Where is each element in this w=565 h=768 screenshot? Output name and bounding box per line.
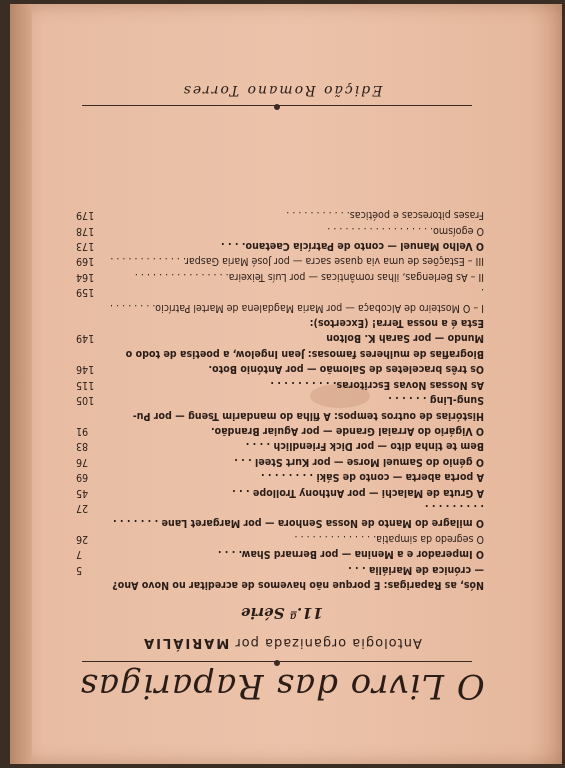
toc-entry xyxy=(76,268,484,283)
toc-entry-title: As Nossas Novas Escritoras. . . . . . . . . . xyxy=(270,378,484,391)
toc-entry-title: O Velho Manuel — conto de Patrícia Caetano. . . . xyxy=(221,240,484,253)
toc-entry xyxy=(76,330,484,361)
toc-entry-page: 76 xyxy=(76,455,89,468)
toc-entry-title: O Imperador e a Menina — por Bernard Shaw. . . . xyxy=(217,548,484,561)
toc-entry-page: 149 xyxy=(76,332,95,345)
toc-entry xyxy=(76,238,484,253)
toc-entry xyxy=(76,453,484,468)
toc-entry-title: O milagre do Manto de Nossa Senhora — por Margaret Lane . . . . . . . . . . . . . . . . xyxy=(112,501,484,530)
toc-entry-page: 178 xyxy=(76,224,95,237)
toc-entry-title: Esta é a nossa Terra! (Excertos): xyxy=(309,317,484,330)
toc-entry-title: Histórias de outros tempos: A filha do mandarim Tseng — por Pu-Sung-Ling . . . . . . xyxy=(132,394,484,422)
toc-entry-title: Os três braceletes de Salomão — por António Boto. xyxy=(208,363,484,376)
toc-entry-page: 105 xyxy=(76,394,95,407)
toc-entry-page: 5 xyxy=(76,563,83,576)
toc-entry-page: 164 xyxy=(76,270,95,283)
toc-entry-page: 115 xyxy=(76,378,95,391)
toc-entry-title: I – O Mosteiro de Alcobaça — por Maria Magdalena de Martel Patrício. . . . . . . . . xyxy=(110,286,484,314)
table-of-contents xyxy=(76,207,484,592)
ornamental-rule-top xyxy=(82,659,472,662)
anthology-subtitle xyxy=(82,635,482,650)
toc-entry xyxy=(76,284,484,315)
rule-ornament-icon xyxy=(274,104,280,110)
toc-entry-page: 169 xyxy=(76,255,95,268)
toc-entry xyxy=(76,469,484,484)
toc-entry-title: Bem te tinha dito — por Dick Friendlich . . . . xyxy=(245,440,484,453)
toc-entry-title: Frases pitorescas e poéticas. . . . . . . . . . . xyxy=(286,209,484,222)
toc-entry-title: Biografias de mulheres famosas: Jean Ingelow, a poetisa de todo o Mundo — por Sarah K. Bolton xyxy=(125,332,484,360)
toc-entry xyxy=(76,361,484,376)
toc-entry-page: 7 xyxy=(76,548,83,561)
toc-entry xyxy=(76,438,484,453)
book-title: O Livro das Raparigas xyxy=(79,666,485,706)
series-label: 11.ª Série xyxy=(240,604,324,622)
toc-entry-page: 173 xyxy=(76,240,95,253)
toc-entry xyxy=(76,484,484,499)
toc-entry-title: III – Estações de uma via quase sacra — por José Maria Gaspar. . . . . . . . . . . . . xyxy=(110,255,484,268)
upside-down-content xyxy=(10,4,562,764)
toc-entry-title: O génio do Samuel Morse — por Kurt Steel . . . xyxy=(234,455,484,468)
publisher-name: Edição Romano Torres xyxy=(181,82,383,98)
ornamental-rule-bottom xyxy=(82,103,472,106)
toc-entry xyxy=(76,530,484,545)
toc-entry-title: O egoísmo. . . . . . . . . . . . . . . . . . xyxy=(327,224,484,237)
toc-entry-title: O segredo da simpatia. . . . . . . . . . . . . . xyxy=(294,532,484,545)
toc-entry xyxy=(76,315,484,330)
rule-ornament-icon xyxy=(274,660,280,666)
toc-entry-page: 179 xyxy=(76,209,95,222)
toc-entry-page: 91 xyxy=(76,424,89,437)
toc-entry xyxy=(76,546,484,561)
toc-entry-page: 83 xyxy=(76,440,89,453)
toc-entry-title: II – As Berlengas, ilhas românticas — por Luís Teixeira. . . . . . . . . . . . . . . . xyxy=(134,270,484,283)
toc-entry xyxy=(76,222,484,237)
toc-entry-page: 27 xyxy=(76,501,89,514)
toc-entry xyxy=(76,376,484,391)
toc-entry xyxy=(76,423,484,438)
toc-entry-title: A Gruta de Malachi — por Anthony Trollope . . . xyxy=(232,486,484,499)
toc-entry-page: 146 xyxy=(76,363,95,376)
toc-entry-title: Nós, as Raparigas: E porque não havemos de acreditar no Novo Ano? — crónica de Mariália . . . xyxy=(112,563,484,591)
toc-entry xyxy=(76,561,484,592)
toc-entry xyxy=(76,253,484,268)
toc-entry-title: A porta aberta — conto de Sáki . . . . . . . . xyxy=(260,471,484,484)
toc-entry xyxy=(76,500,484,531)
subtitle-prefix: Antologia organizada por xyxy=(234,635,422,650)
toc-entry-page: 26 xyxy=(76,532,89,545)
toc-entry-title: O Vigário do Arraial Grande — por Aguiar Brandão. xyxy=(210,424,484,437)
toc-entry xyxy=(76,207,484,222)
book-back-cover xyxy=(10,4,562,764)
toc-entry-page: 69 xyxy=(76,471,89,484)
toc-entry xyxy=(76,392,484,423)
subtitle-author: MARIÁLIA xyxy=(142,635,230,650)
toc-entry-page: 159 xyxy=(76,286,95,299)
toc-entry-page: 45 xyxy=(76,486,89,499)
